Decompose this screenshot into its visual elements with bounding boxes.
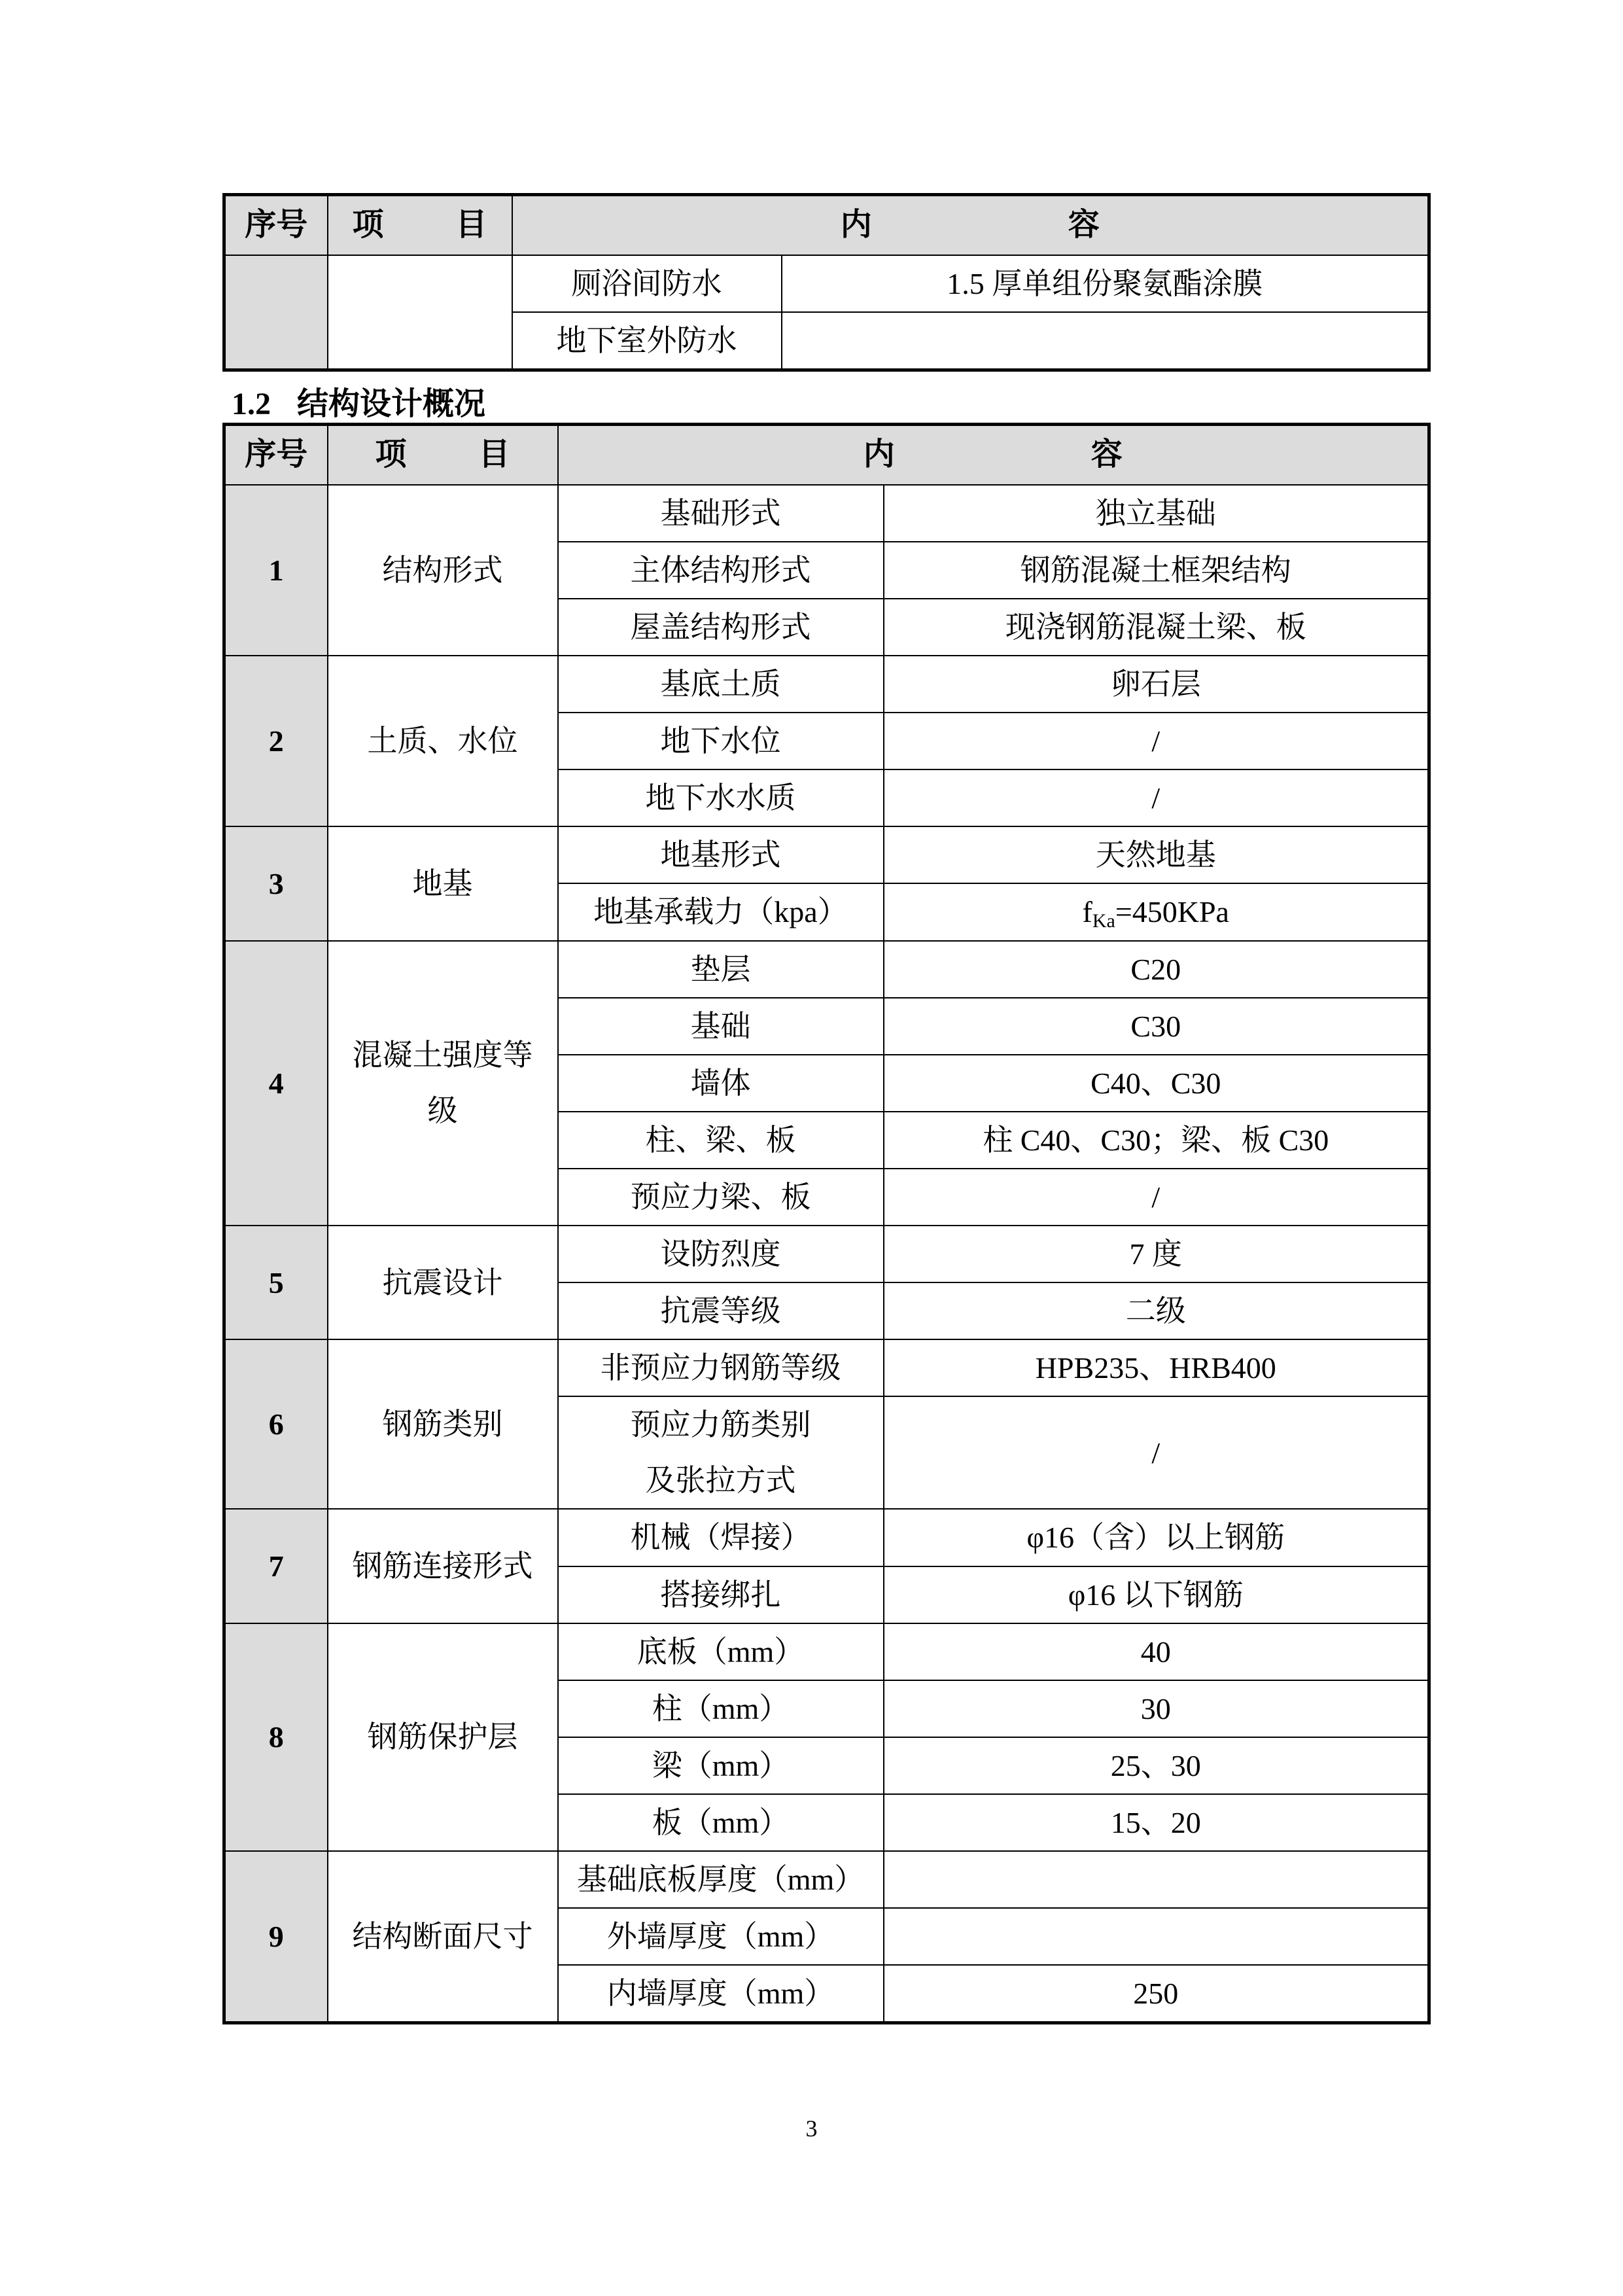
table-cell-sub: 机械（焊接） <box>558 1509 884 1566</box>
group-item: 钢筋类别 <box>328 1339 558 1509</box>
header-content-b: 容 <box>1091 437 1123 472</box>
header-item-b: 目 <box>478 437 510 472</box>
table-cell-value: 独立基础 <box>884 485 1429 542</box>
table-cell-value: 卵石层 <box>884 656 1429 713</box>
table-cell-sub: 外墙厚度（mm） <box>558 1908 884 1965</box>
table-cell-value: / <box>884 713 1429 769</box>
table-cell-sub: 板（mm） <box>558 1794 884 1851</box>
table-cell-sub: 主体结构形式 <box>558 542 884 599</box>
group-number: 5 <box>224 1226 328 1339</box>
table-cell-sub: 地下室外防水 <box>512 312 782 370</box>
table-cell-sub: 非预应力钢筋等级 <box>558 1339 884 1396</box>
table-cell-sub: 屋盖结构形式 <box>558 599 884 656</box>
group-number: 9 <box>224 1851 328 2023</box>
header-item-a: 项 <box>375 437 407 472</box>
table-row-index <box>224 255 328 370</box>
section-number: 1.2 <box>232 387 271 421</box>
table-cell-value: 钢筋混凝土框架结构 <box>884 542 1429 599</box>
table-cell-value: / <box>884 1396 1429 1509</box>
group-number: 6 <box>224 1339 328 1509</box>
table-cell-sub: 底板（mm） <box>558 1623 884 1680</box>
table-cell-sub: 内墙厚度（mm） <box>558 1965 884 2023</box>
table-cell-value: HPB235、HRB400 <box>884 1339 1429 1396</box>
table-cell-value: 1.5 厚单组份聚氨酯涂膜 <box>782 255 1429 312</box>
table-cell-value: 天然地基 <box>884 826 1429 883</box>
group-item <box>328 941 558 1226</box>
group-number: 1 <box>224 485 328 656</box>
header-content-a: 内 <box>863 437 895 472</box>
section-heading <box>232 378 485 423</box>
table-cell-value: / <box>884 769 1429 826</box>
table-cell-sub: 预应力梁、板 <box>558 1169 884 1226</box>
table-cell-sub: 基础底板厚度（mm） <box>558 1851 884 1908</box>
table-cell-value <box>884 1851 1429 1908</box>
table-cell-sub <box>558 1396 884 1509</box>
header-content <box>558 425 1429 485</box>
table-cell-value: C20 <box>884 941 1429 998</box>
header-seq: 序号 <box>224 425 328 485</box>
group-item-line1: 混凝土强度等 <box>352 1038 533 1072</box>
table-cell-value: φ16 以下钢筋 <box>884 1566 1429 1623</box>
table-cell-value: C40、C30 <box>884 1055 1429 1112</box>
table-cell-sub: 基底土质 <box>558 656 884 713</box>
group-item-line2: 级 <box>427 1094 458 1128</box>
table-cell-value: 7 度 <box>884 1226 1429 1282</box>
table-cell-value: 15、20 <box>884 1794 1429 1851</box>
table-cell-value: / <box>884 1169 1429 1226</box>
group-item: 钢筋保护层 <box>328 1623 558 1851</box>
bearing-value-prefix: f <box>1082 895 1092 929</box>
table-continued <box>222 193 1431 372</box>
table-cell-sub-line1: 预应力筋类别 <box>630 1408 811 1442</box>
table-cell-value: φ16（含）以上钢筋 <box>884 1509 1429 1566</box>
table-cell-value <box>884 883 1429 940</box>
table-cell-sub: 搭接绑扎 <box>558 1566 884 1623</box>
header-item <box>328 425 558 485</box>
table-cell-value: C30 <box>884 998 1429 1055</box>
group-item: 钢筋连接形式 <box>328 1509 558 1623</box>
group-number: 7 <box>224 1509 328 1623</box>
table-cell-value: 25、30 <box>884 1737 1429 1794</box>
header-content-a: 内 <box>840 207 872 242</box>
header-item <box>328 195 512 255</box>
table-cell-sub: 柱、梁、板 <box>558 1112 884 1169</box>
page-number: 3 <box>805 2115 818 2142</box>
table-cell-sub: 地下水水质 <box>558 769 884 826</box>
table-cell-value <box>782 312 1429 370</box>
table-cell-value: 二级 <box>884 1282 1429 1339</box>
group-item: 抗震设计 <box>328 1226 558 1339</box>
table-cell-value: 柱 C40、C30；梁、板 C30 <box>884 1112 1429 1169</box>
group-number: 2 <box>224 656 328 826</box>
table-cell-sub: 垫层 <box>558 941 884 998</box>
header-seq: 序号 <box>224 195 328 255</box>
table-cell-sub-line2: 及张拉方式 <box>645 1464 796 1498</box>
table-cell-value <box>884 1908 1429 1965</box>
bearing-value-subscript: Ka <box>1092 910 1115 932</box>
table-cell-sub: 梁（mm） <box>558 1737 884 1794</box>
table-cell-sub: 设防烈度 <box>558 1226 884 1282</box>
table-cell-sub: 基础 <box>558 998 884 1055</box>
table-cell-value: 现浇钢筋混凝土梁、板 <box>884 599 1429 656</box>
table-cell-sub: 抗震等级 <box>558 1282 884 1339</box>
structure-design-table <box>222 423 1431 2024</box>
group-number: 3 <box>224 826 328 940</box>
group-item: 结构形式 <box>328 485 558 656</box>
table-cell-sub: 墙体 <box>558 1055 884 1112</box>
header-content-b: 容 <box>1068 207 1100 242</box>
table-cell-sub: 地基承载力（kpa） <box>558 883 884 940</box>
group-item: 土质、水位 <box>328 656 558 826</box>
header-item-b: 目 <box>455 207 487 242</box>
table-cell-sub: 地下水位 <box>558 713 884 769</box>
group-item: 地基 <box>328 826 558 940</box>
header-content <box>512 195 1429 255</box>
section-title: 结构设计概况 <box>297 387 486 421</box>
header-item-a: 项 <box>352 207 384 242</box>
table-cell-value: 250 <box>884 1965 1429 2023</box>
table-cell-sub: 基础形式 <box>558 485 884 542</box>
table-cell-value: 30 <box>884 1680 1429 1737</box>
group-item: 结构断面尺寸 <box>328 1851 558 2023</box>
bearing-value-suffix: =450KPa <box>1115 895 1229 929</box>
table-cell-sub: 厕浴间防水 <box>512 255 782 312</box>
table-cell-value: 40 <box>884 1623 1429 1680</box>
table-cell-sub: 柱（mm） <box>558 1680 884 1737</box>
table-cell-sub: 地基形式 <box>558 826 884 883</box>
table-row-item <box>328 255 512 370</box>
group-number: 8 <box>224 1623 328 1851</box>
group-number: 4 <box>224 941 328 1226</box>
